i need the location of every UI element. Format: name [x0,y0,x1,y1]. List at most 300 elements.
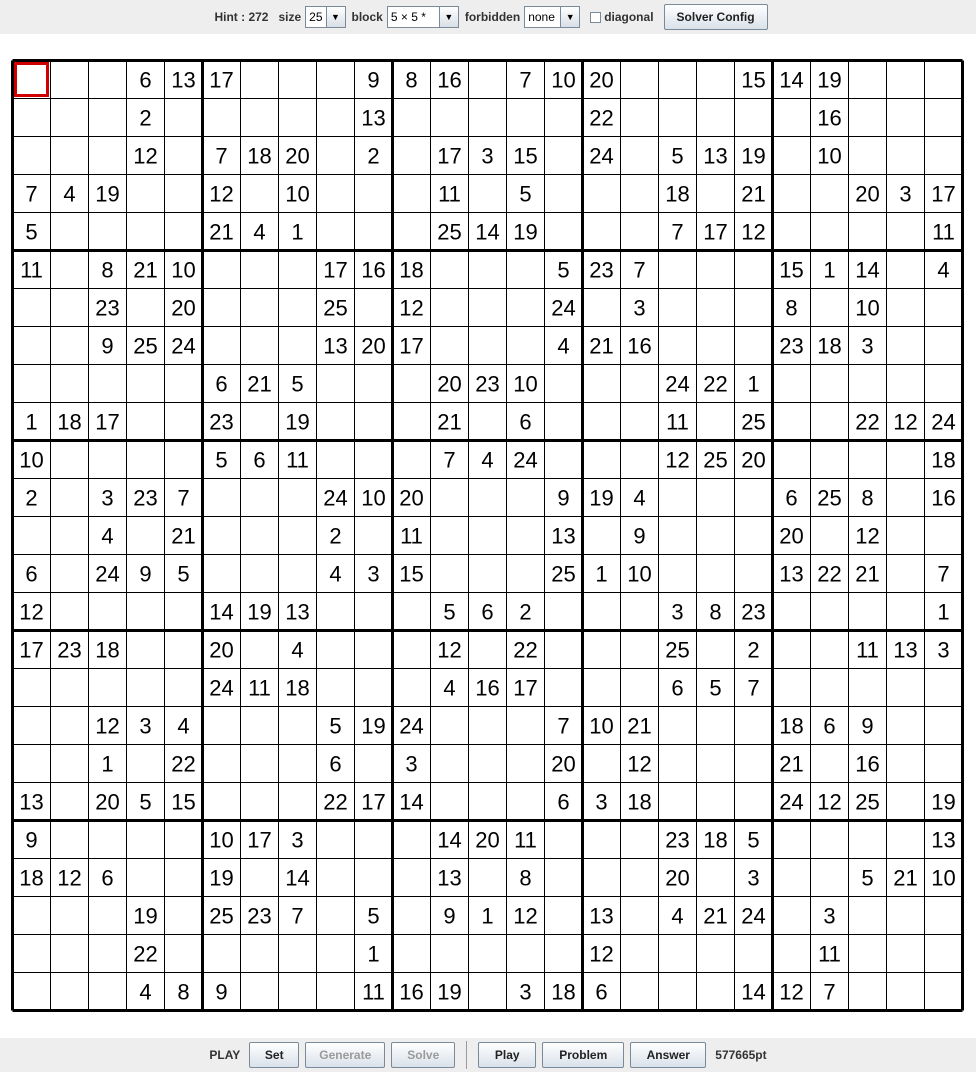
cell-background[interactable] [279,935,317,973]
sudoku-cell[interactable] [89,669,127,707]
cell-background[interactable] [51,707,89,745]
sudoku-cell[interactable] [241,935,279,973]
sudoku-cell[interactable] [659,707,697,745]
sudoku-cell[interactable] [659,61,697,99]
cell-background[interactable] [89,973,127,1011]
sudoku-cell[interactable] [241,707,279,745]
cell-background[interactable] [203,783,241,821]
cell-background[interactable] [811,859,849,897]
sudoku-cell[interactable] [431,403,469,441]
sudoku-cell[interactable] [203,783,241,821]
sudoku-cell[interactable] [887,631,925,669]
cell-background[interactable] [279,327,317,365]
cell-background[interactable] [811,403,849,441]
sudoku-cell[interactable] [127,327,165,365]
cell-background[interactable] [51,213,89,251]
sudoku-cell[interactable] [887,897,925,935]
sudoku-cell[interactable] [393,669,431,707]
sudoku-cell[interactable] [545,99,583,137]
sudoku-cell[interactable] [89,555,127,593]
sudoku-cell[interactable] [431,821,469,859]
cell-background[interactable] [203,251,241,289]
sudoku-cell[interactable] [469,61,507,99]
cell-background[interactable] [13,973,51,1011]
sudoku-cell[interactable] [165,517,203,555]
sudoku-cell[interactable] [507,935,545,973]
cell-background[interactable] [583,365,621,403]
sudoku-cell[interactable] [165,669,203,707]
cell-background[interactable] [545,935,583,973]
cell-background[interactable] [545,593,583,631]
sudoku-cell[interactable] [393,783,431,821]
sudoku-cell[interactable] [431,61,469,99]
sudoku-cell[interactable] [203,403,241,441]
sudoku-cell[interactable] [659,441,697,479]
sudoku-cell[interactable] [659,479,697,517]
sudoku-cell[interactable] [469,403,507,441]
sudoku-cell[interactable] [51,213,89,251]
sudoku-cell[interactable] [51,175,89,213]
sudoku-cell[interactable] [393,935,431,973]
sudoku-cell[interactable] [431,479,469,517]
cell-background[interactable] [697,555,735,593]
sudoku-cell[interactable] [583,631,621,669]
cell-background[interactable] [735,251,773,289]
sudoku-cell[interactable] [203,99,241,137]
sudoku-cell[interactable] [241,365,279,403]
sudoku-cell[interactable] [697,403,735,441]
cell-background[interactable] [887,517,925,555]
sudoku-cell[interactable] [355,859,393,897]
cell-background[interactable] [241,935,279,973]
cell-background[interactable] [925,365,963,403]
cell-background[interactable] [51,897,89,935]
cell-background[interactable] [393,441,431,479]
cell-background[interactable] [89,61,127,99]
cell-background[interactable] [925,517,963,555]
sudoku-cell[interactable] [735,669,773,707]
sudoku-cell[interactable] [621,479,659,517]
cell-background[interactable] [51,669,89,707]
cell-background[interactable] [583,669,621,707]
sudoku-cell[interactable] [621,631,659,669]
cell-background[interactable] [849,61,887,99]
cell-background[interactable] [279,783,317,821]
cell-background[interactable] [165,859,203,897]
cell-background[interactable] [279,99,317,137]
sudoku-cell[interactable] [659,745,697,783]
sudoku-cell[interactable] [241,403,279,441]
cell-background[interactable] [507,517,545,555]
sudoku-cell[interactable] [393,175,431,213]
sudoku-cell[interactable] [659,593,697,631]
sudoku-cell[interactable] [469,973,507,1011]
sudoku-cell[interactable] [51,251,89,289]
sudoku-cell[interactable] [507,897,545,935]
sudoku-cell[interactable] [887,517,925,555]
sudoku-cell[interactable] [583,897,621,935]
cell-background[interactable] [317,61,355,99]
cell-background[interactable] [203,99,241,137]
cell-background[interactable] [887,365,925,403]
sudoku-cell[interactable] [279,365,317,403]
sudoku-cell[interactable] [13,175,51,213]
cell-background[interactable] [583,403,621,441]
sudoku-cell[interactable] [697,289,735,327]
sudoku-cell[interactable] [13,99,51,137]
cell-background[interactable] [355,403,393,441]
sudoku-cell[interactable] [431,859,469,897]
cell-background[interactable] [659,555,697,593]
sudoku-cell[interactable] [925,935,963,973]
sudoku-cell[interactable] [279,859,317,897]
sudoku-cell[interactable] [317,479,355,517]
sudoku-cell[interactable] [773,137,811,175]
cell-background[interactable] [469,99,507,137]
sudoku-cell[interactable] [51,935,89,973]
sudoku-cell[interactable] [659,669,697,707]
sudoku-cell[interactable] [279,631,317,669]
sudoku-cell[interactable] [735,327,773,365]
cell-background[interactable] [621,859,659,897]
sudoku-cell[interactable] [925,289,963,327]
sudoku-cell[interactable] [925,707,963,745]
cell-background[interactable] [659,935,697,973]
cell-background[interactable] [545,365,583,403]
sudoku-cell[interactable] [127,61,165,99]
sudoku-cell[interactable] [925,897,963,935]
sudoku-cell[interactable] [89,99,127,137]
sudoku-cell[interactable] [773,213,811,251]
cell-background[interactable] [165,821,203,859]
sudoku-cell[interactable] [165,897,203,935]
cell-background[interactable] [659,973,697,1011]
cell-background[interactable] [431,99,469,137]
sudoku-cell[interactable] [507,175,545,213]
cell-background[interactable] [469,251,507,289]
sudoku-cell[interactable] [925,175,963,213]
sudoku-cell[interactable] [203,745,241,783]
sudoku-cell[interactable] [317,175,355,213]
cell-background[interactable] [165,669,203,707]
cell-background[interactable] [621,669,659,707]
cell-background[interactable] [621,593,659,631]
sudoku-cell[interactable] [735,973,773,1011]
sudoku-cell[interactable] [621,821,659,859]
cell-background[interactable] [203,935,241,973]
sudoku-cell[interactable] [811,251,849,289]
cell-background[interactable] [127,213,165,251]
sudoku-cell[interactable] [925,631,963,669]
cell-background[interactable] [51,973,89,1011]
cell-background[interactable] [697,935,735,973]
sudoku-cell[interactable] [165,935,203,973]
sudoku-cell[interactable] [127,593,165,631]
cell-background[interactable] [773,669,811,707]
sudoku-cell[interactable] [393,327,431,365]
cell-background[interactable] [735,555,773,593]
cell-background[interactable] [203,707,241,745]
sudoku-cell[interactable] [469,175,507,213]
sudoku-cell[interactable] [165,707,203,745]
sudoku-cell[interactable] [545,783,583,821]
sudoku-cell[interactable] [735,859,773,897]
sudoku-cell[interactable] [127,631,165,669]
cell-background[interactable] [545,821,583,859]
sudoku-cell[interactable] [241,973,279,1011]
sudoku-cell[interactable] [507,441,545,479]
cell-background[interactable] [469,859,507,897]
sudoku-cell[interactable] [621,61,659,99]
cell-background[interactable] [51,99,89,137]
sudoku-cell[interactable] [507,517,545,555]
cell-background[interactable] [317,441,355,479]
sudoku-cell[interactable] [925,669,963,707]
solve-button[interactable]: Solve [391,1042,455,1068]
sudoku-cell[interactable] [241,669,279,707]
sudoku-cell[interactable] [545,669,583,707]
cell-background[interactable] [355,289,393,327]
sudoku-cell[interactable] [887,175,925,213]
cell-background[interactable] [583,745,621,783]
cell-background[interactable] [887,61,925,99]
sudoku-cell[interactable] [735,631,773,669]
cell-background[interactable] [887,555,925,593]
sudoku-cell[interactable] [431,327,469,365]
sudoku-cell[interactable] [507,289,545,327]
cell-background[interactable] [393,821,431,859]
sudoku-cell[interactable] [621,783,659,821]
cell-background[interactable] [241,289,279,327]
cell-background[interactable] [469,973,507,1011]
sudoku-cell[interactable] [545,593,583,631]
sudoku-cell[interactable] [51,403,89,441]
sudoku-cell[interactable] [621,935,659,973]
sudoku-cell[interactable] [621,137,659,175]
sudoku-cell[interactable] [621,441,659,479]
cell-background[interactable] [659,783,697,821]
sudoku-cell[interactable] [317,99,355,137]
sudoku-cell[interactable] [811,61,849,99]
sudoku-cell[interactable] [773,251,811,289]
sudoku-cell[interactable] [355,251,393,289]
sudoku-cell[interactable] [621,555,659,593]
sudoku-cell[interactable] [13,821,51,859]
sudoku-cell[interactable] [697,517,735,555]
sudoku-cell[interactable] [545,61,583,99]
sudoku-grid[interactable] [11,59,964,1012]
sudoku-cell[interactable] [317,669,355,707]
cell-background[interactable] [241,175,279,213]
cell-background[interactable] [469,327,507,365]
cell-background[interactable] [659,61,697,99]
sudoku-cell[interactable] [545,251,583,289]
cell-background[interactable] [13,61,51,99]
cell-background[interactable] [925,61,963,99]
sudoku-cell[interactable] [469,935,507,973]
cell-background[interactable] [393,99,431,137]
chevron-down-icon[interactable]: ▼ [439,7,458,27]
sudoku-cell[interactable] [89,403,127,441]
sudoku-cell[interactable] [583,61,621,99]
sudoku-cell[interactable] [203,289,241,327]
cell-background[interactable] [621,821,659,859]
sudoku-cell[interactable] [697,555,735,593]
sudoku-cell[interactable] [773,61,811,99]
sudoku-cell[interactable] [203,61,241,99]
cell-background[interactable] [887,897,925,935]
sudoku-cell[interactable] [317,935,355,973]
sudoku-cell[interactable] [773,593,811,631]
sudoku-cell[interactable] [735,403,773,441]
cell-background[interactable] [507,99,545,137]
sudoku-cell[interactable] [279,783,317,821]
cell-background[interactable] [811,631,849,669]
sudoku-cell[interactable] [773,745,811,783]
sudoku-cell[interactable] [887,669,925,707]
sudoku-cell[interactable] [697,175,735,213]
cell-background[interactable] [431,517,469,555]
sudoku-cell[interactable] [887,251,925,289]
cell-background[interactable] [773,175,811,213]
sudoku-cell[interactable] [203,441,241,479]
sudoku-cell[interactable] [431,99,469,137]
sudoku-cell[interactable] [925,859,963,897]
cell-background[interactable] [51,137,89,175]
sudoku-cell[interactable] [279,745,317,783]
cell-background[interactable] [545,175,583,213]
cell-background[interactable] [887,935,925,973]
cell-background[interactable] [203,327,241,365]
sudoku-cell[interactable] [241,61,279,99]
cell-background[interactable] [279,555,317,593]
sudoku-cell[interactable] [203,365,241,403]
sudoku-cell[interactable] [659,555,697,593]
cell-background[interactable] [317,365,355,403]
cell-background[interactable] [279,707,317,745]
cell-background[interactable] [13,517,51,555]
sudoku-cell[interactable] [545,441,583,479]
cell-background[interactable] [13,897,51,935]
sudoku-cell[interactable] [127,555,165,593]
cell-background[interactable] [355,213,393,251]
cell-background[interactable] [621,403,659,441]
sudoku-cell[interactable] [127,175,165,213]
sudoku-cell[interactable] [545,403,583,441]
sudoku-cell[interactable] [621,403,659,441]
cell-background[interactable] [393,631,431,669]
sudoku-cell[interactable] [317,517,355,555]
cell-background[interactable] [355,175,393,213]
sudoku-cell[interactable] [13,973,51,1011]
cell-background[interactable] [773,365,811,403]
sudoku-cell[interactable] [279,973,317,1011]
sudoku-cell[interactable] [127,479,165,517]
cell-background[interactable] [165,213,203,251]
cell-background[interactable] [89,213,127,251]
sudoku-cell[interactable] [583,707,621,745]
sudoku-cell[interactable] [241,555,279,593]
sudoku-cell[interactable] [317,821,355,859]
cell-background[interactable] [735,517,773,555]
sudoku-cell[interactable] [165,327,203,365]
sudoku-cell[interactable] [89,213,127,251]
sudoku-cell[interactable] [393,479,431,517]
cell-background[interactable] [659,479,697,517]
sudoku-cell[interactable] [241,327,279,365]
sudoku-cell[interactable] [583,593,621,631]
cell-background[interactable] [697,479,735,517]
sudoku-cell[interactable] [621,327,659,365]
sudoku-cell[interactable] [13,327,51,365]
cell-background[interactable] [811,213,849,251]
cell-background[interactable] [127,289,165,327]
sudoku-cell[interactable] [621,251,659,289]
sudoku-cell[interactable] [431,593,469,631]
sudoku-cell[interactable] [773,175,811,213]
sudoku-cell[interactable] [697,99,735,137]
sudoku-cell[interactable] [773,289,811,327]
sudoku-cell[interactable] [621,289,659,327]
sudoku-cell[interactable] [925,441,963,479]
cell-background[interactable] [317,403,355,441]
sudoku-cell[interactable] [355,555,393,593]
cell-background[interactable] [659,251,697,289]
sudoku-cell[interactable] [659,935,697,973]
sudoku-cell[interactable] [811,707,849,745]
sudoku-cell[interactable] [925,593,963,631]
sudoku-cell[interactable] [469,669,507,707]
cell-background[interactable] [203,517,241,555]
sudoku-cell[interactable] [773,631,811,669]
sudoku-cell[interactable] [583,935,621,973]
sudoku-cell[interactable] [393,631,431,669]
cell-background[interactable] [317,859,355,897]
sudoku-cell[interactable] [887,935,925,973]
sudoku-cell[interactable] [469,289,507,327]
sudoku-cell[interactable] [849,441,887,479]
sudoku-cell[interactable] [393,441,431,479]
sudoku-cell[interactable] [127,935,165,973]
sudoku-cell[interactable] [165,821,203,859]
sudoku-cell[interactable] [735,555,773,593]
sudoku-cell[interactable] [811,593,849,631]
sudoku-cell[interactable] [849,707,887,745]
sudoku-cell[interactable] [697,213,735,251]
cell-background[interactable] [621,935,659,973]
sudoku-cell[interactable] [279,403,317,441]
sudoku-cell[interactable] [469,745,507,783]
sudoku-cell[interactable] [51,821,89,859]
sudoku-cell[interactable] [697,441,735,479]
sudoku-cell[interactable] [545,935,583,973]
sudoku-cell[interactable] [89,365,127,403]
cell-background[interactable] [393,213,431,251]
cell-background[interactable] [621,365,659,403]
sudoku-cell[interactable] [887,593,925,631]
sudoku-cell[interactable] [811,289,849,327]
sudoku-cell[interactable] [165,593,203,631]
sudoku-cell[interactable] [51,555,89,593]
sudoku-cell[interactable] [13,669,51,707]
cell-background[interactable] [279,479,317,517]
cell-background[interactable] [583,289,621,327]
sudoku-cell[interactable] [773,859,811,897]
sudoku-cell[interactable] [811,897,849,935]
sudoku-cell[interactable] [545,289,583,327]
cell-background[interactable] [279,745,317,783]
cell-background[interactable] [621,631,659,669]
